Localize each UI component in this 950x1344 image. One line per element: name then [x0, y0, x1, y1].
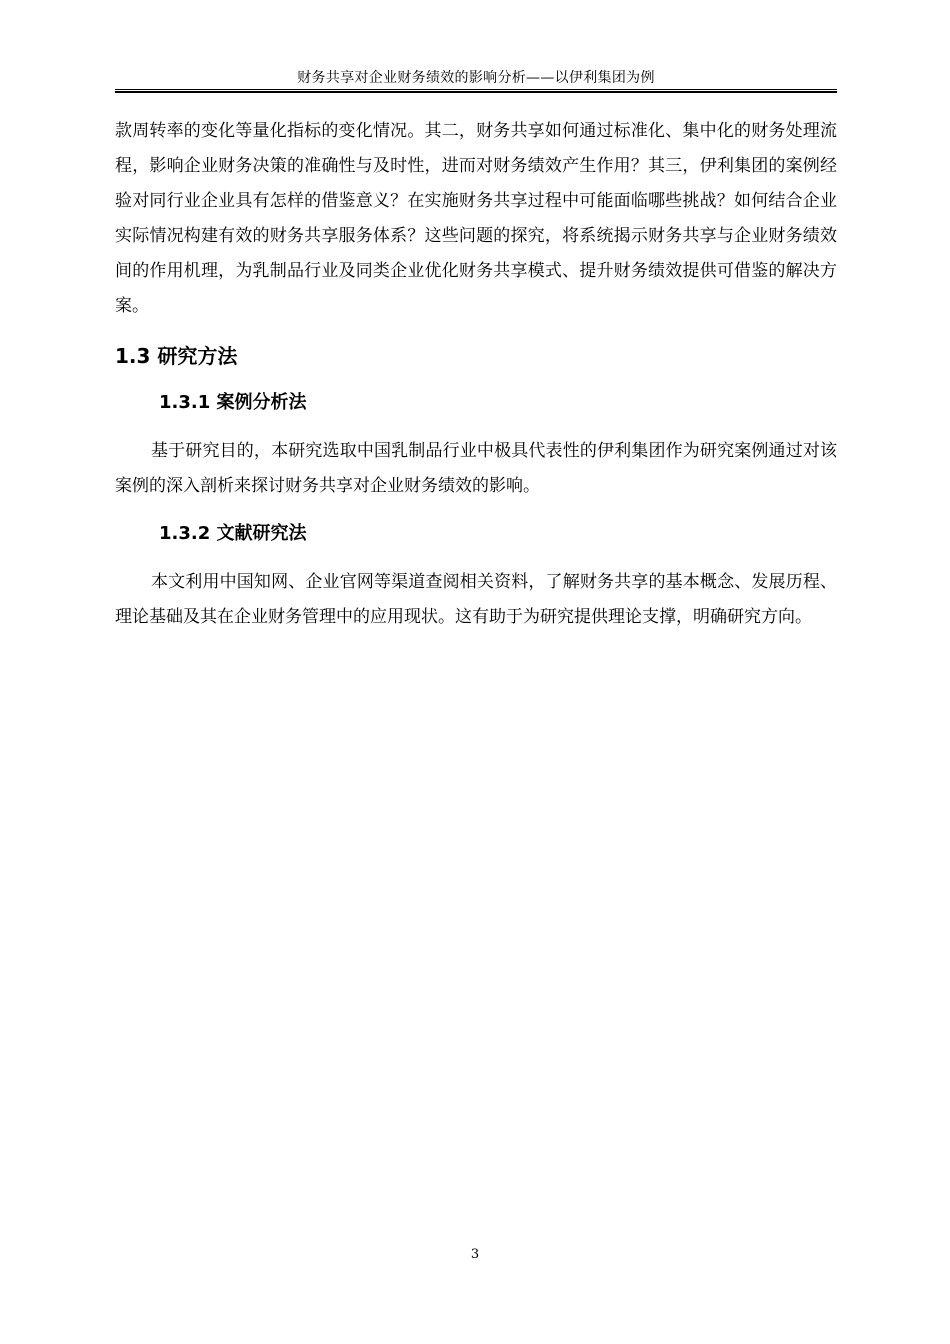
- literature-review-paragraph: 本文利用中国知网、企业官网等渠道查阅相关资料，了解财务共享的基本概念、发展历程、理论基础及其在企业财务管理中的应用现状。这有助于为研究提供理论支撑，明确研究方向。: [115, 572, 837, 627]
- subsection-heading-literature-review: 1.3.2 文献研究法: [159, 523, 307, 544]
- section-heading: 1.3 研究方法: [115, 344, 238, 368]
- case-study-paragraph: 基于研究目的，本研究选取中国乳制品行业中极具代表性的伊利集团作为研究案例通过对该案例的深入剖析来探讨财务共享对企业财务绩效的影响。: [115, 441, 837, 496]
- running-header: 财务共享对企业财务绩效的影响分析——以伊利集团为例: [297, 70, 655, 86]
- literature-review-block: [115, 565, 837, 635]
- intro-paragraph: 款周转率的变化等量化指标的变化情况。其二，财务共享如何通过标准化、集中化的财务处理流程，影响企业财务决策的准确性与及时性，进而对财务绩效产生作用？其三，伊利集团的案例经验对同行业企业具有怎样的借鉴意义？在实施财务共享过程中可能面临哪些挑战？如何结合企业实际情况构建有效的财务共享服务体系？这些问题的探究，将系统揭示财务共享与企业财务绩效间的作用机理，为乳制品行业及同类企业优化财务共享模式、提升财务绩效提供可借鉴的解决方案。: [115, 121, 837, 316]
- header-rule: [115, 89, 837, 93]
- subsection-heading-case-study: 1.3.1 案例分析法: [159, 392, 307, 413]
- case-study-block: [115, 434, 837, 504]
- page-number: 3: [470, 1247, 480, 1262]
- intro-block: [115, 114, 837, 324]
